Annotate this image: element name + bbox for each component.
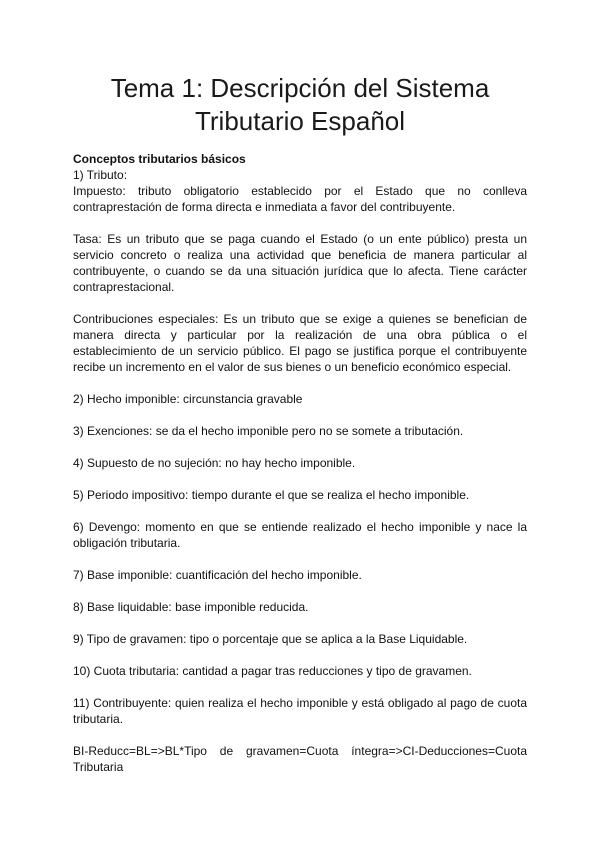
tributo-label: 1) Tributo:: [73, 168, 128, 182]
contribuciones-paragraph: Contribuciones especiales: Es un tributo que se exige a quienes se benefician de manera directa y particular por la realización de una obra pública o el establecimiento de un servicio público. El pago se justifica porque el contribuyente recibe un incremento en el valor de sus bienes o un beneficio económico especial.: [73, 312, 527, 374]
item-cuota-tributaria: 10) Cuota tributaria: cantidad a pagar tras reducciones y tipo de gravamen.: [73, 664, 472, 678]
item-base-imponible: 7) Base imponible: cuantificación del hecho imponible.: [73, 568, 362, 582]
impuesto-paragraph: Impuesto: tributo obligatorio establecido por el Estado que no conlleva contraprestación de forma directa e inmediata a favor del contribuyente.: [73, 184, 527, 214]
item-exenciones: 3) Exenciones: se da el hecho imponible pero no se somete a tributación.: [73, 424, 464, 438]
item-tipo-gravamen: 9) Tipo de gravamen: tipo o porcentaje que se aplica a la Base Liquidable.: [73, 632, 468, 646]
item-base-liquidable: 8) Base liquidable: base imponible reducida.: [73, 600, 309, 614]
item-periodo-impositivo: 5) Periodo impositivo: tiempo durante el que se realiza el hecho imponible.: [73, 488, 470, 502]
item-devengo: 6) Devengo: momento en que se entiende realizado el hecho imponible y nace la obligación tributaria.: [73, 520, 527, 550]
document-title: Tema 1: Descripción del Sistema Tributario Español: [110, 73, 490, 136]
section-heading: Conceptos tributarios básicos: [73, 152, 246, 166]
item-contribuyente: 11) Contribuyente: quien realiza el hecho imponible y está obligado al pago de cuota tributaria.: [73, 696, 527, 726]
item-no-sujecion: 4) Supuesto de no sujeción: no hay hecho imponible.: [73, 456, 356, 470]
tasa-paragraph: Tasa: Es un tributo que se paga cuando el Estado (o un ente público) presta un servicio concreto o realiza una actividad que beneficia de manera particular al contribuyente, o cuando se da una situación jurídica que lo afecta. Tiene carácter contraprestacional.: [73, 232, 527, 294]
item-hecho-imponible: 2) Hecho imponible: circunstancia gravable: [73, 392, 303, 406]
formula-line: BI-Reducc=BL=>BL*Tipo de gravamen=Cuota íntegra=>CI-Deducciones=Cuota Tributaria: [73, 744, 527, 774]
